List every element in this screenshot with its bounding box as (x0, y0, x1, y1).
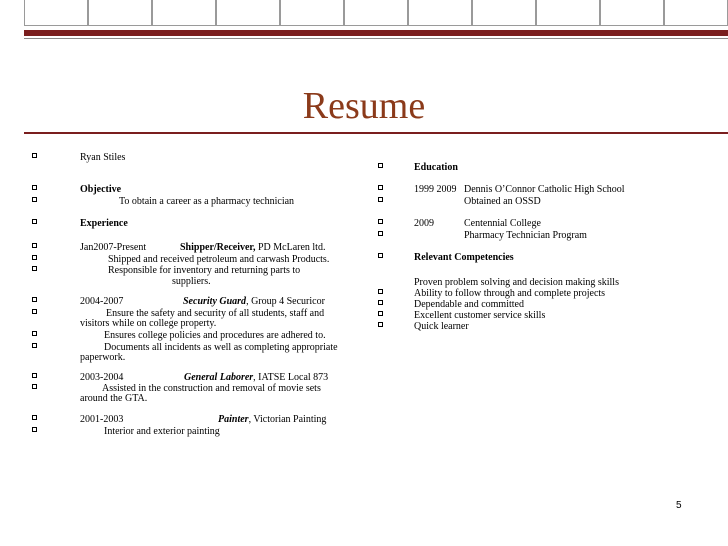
education-detail: Pharmacy Technician Program (464, 230, 587, 241)
job-duty: Ensures college policies and procedures are adhered to. (104, 330, 326, 341)
header-block (88, 0, 152, 26)
square-bullet-icon (32, 415, 37, 420)
header-block (280, 0, 344, 26)
education-detail: Obtained an OSSD (464, 196, 541, 207)
competency: Dependable and committed (414, 299, 524, 310)
education-school: Centennial College (464, 218, 541, 229)
header-block (600, 0, 664, 26)
job-employer: , Group 4 Securicor (246, 296, 325, 307)
job-duty-continued: visitors while on college property. (80, 318, 217, 329)
header-block (216, 0, 280, 26)
competencies-heading: Relevant Competencies (414, 252, 514, 263)
job-duty-continued: around the GTA. (80, 393, 148, 404)
header-bar (24, 30, 728, 36)
candidate-name: Ryan Stiles (80, 152, 126, 163)
job-title-line (184, 372, 328, 383)
square-bullet-icon (378, 322, 383, 327)
job-title: General Laborer (184, 372, 254, 383)
objective-heading: Objective (80, 184, 122, 195)
square-bullet-icon (378, 300, 383, 305)
square-bullet-icon (32, 255, 37, 260)
experience-heading: Experience (80, 218, 128, 229)
square-bullet-icon (32, 343, 37, 348)
square-bullet-icon (378, 219, 383, 224)
education-school: Dennis O’Connor Catholic High School (464, 184, 625, 195)
job-duty: Assisted in the construction and removal of movie sets (102, 383, 321, 394)
job-dates: 2001-2003 (80, 414, 124, 425)
job-title: Shipper/Receiver, (180, 242, 256, 253)
square-bullet-icon (32, 266, 37, 271)
job-title: Security Guard (183, 296, 247, 307)
square-bullet-icon (32, 297, 37, 302)
header-block (152, 0, 216, 26)
square-bullet-icon (32, 153, 37, 158)
job-duty: Ensure the safety and security of all students, staff and (106, 308, 325, 319)
job-duty-continued: paperwork. (80, 352, 126, 363)
job-dates: 2004-2007 (80, 296, 124, 307)
education-years: 2009 (414, 218, 434, 229)
square-bullet-icon (32, 197, 37, 202)
header-block (344, 0, 408, 26)
competency: Excellent customer service skills (414, 310, 546, 321)
square-bullet-icon (32, 243, 37, 248)
job-dates: 2003-2004 (80, 372, 124, 383)
job-duty: Shipped and received petroleum and carwash Products. (108, 254, 330, 265)
job-title-line (183, 296, 325, 307)
header-block (664, 0, 728, 26)
education-years: 1999 2009 (414, 184, 457, 195)
objective-text: To obtain a career as a pharmacy technician (119, 196, 295, 207)
square-bullet-icon (32, 373, 37, 378)
job-dates: Jan2007-Present (80, 242, 147, 253)
square-bullet-icon (32, 384, 37, 389)
square-bullet-icon (378, 197, 383, 202)
job-title-line (218, 414, 326, 425)
header-line (24, 38, 728, 39)
square-bullet-icon (378, 289, 383, 294)
square-bullet-icon (32, 427, 37, 432)
job-duty-continued: suppliers. (172, 276, 211, 287)
header-block (24, 0, 88, 26)
header-block (472, 0, 536, 26)
job-duty: Responsible for inventory and returning parts to (108, 265, 301, 276)
job-employer: , IATSE Local 873 (253, 372, 329, 383)
competency: Quick learner (414, 321, 469, 332)
square-bullet-icon (378, 163, 383, 168)
square-bullet-icon (32, 185, 37, 190)
square-bullet-icon (378, 231, 383, 236)
competency: Proven problem solving and decision making skills (414, 277, 619, 288)
job-duty: Documents all incidents as well as completing appropriate (104, 342, 338, 353)
job-employer: PD McLaren ltd. (255, 242, 326, 253)
header-decoration (24, 0, 728, 28)
slide-title: Resume (302, 85, 426, 127)
competency: Ability to follow through and complete projects (414, 288, 606, 299)
square-bullet-icon (378, 311, 383, 316)
job-employer: , Victorian Painting (248, 414, 327, 425)
header-block (408, 0, 472, 26)
job-title-line (180, 242, 325, 253)
square-bullet-icon (32, 219, 37, 224)
education-heading: Education (414, 162, 458, 173)
square-bullet-icon (378, 185, 383, 190)
job-duty: Interior and exterior painting (104, 426, 220, 437)
job-title: Painter (218, 414, 249, 425)
header-block (536, 0, 600, 26)
title-divider (24, 132, 728, 134)
page-number: 5 (676, 500, 682, 511)
square-bullet-icon (32, 309, 37, 314)
square-bullet-icon (378, 253, 383, 258)
square-bullet-icon (32, 331, 37, 336)
